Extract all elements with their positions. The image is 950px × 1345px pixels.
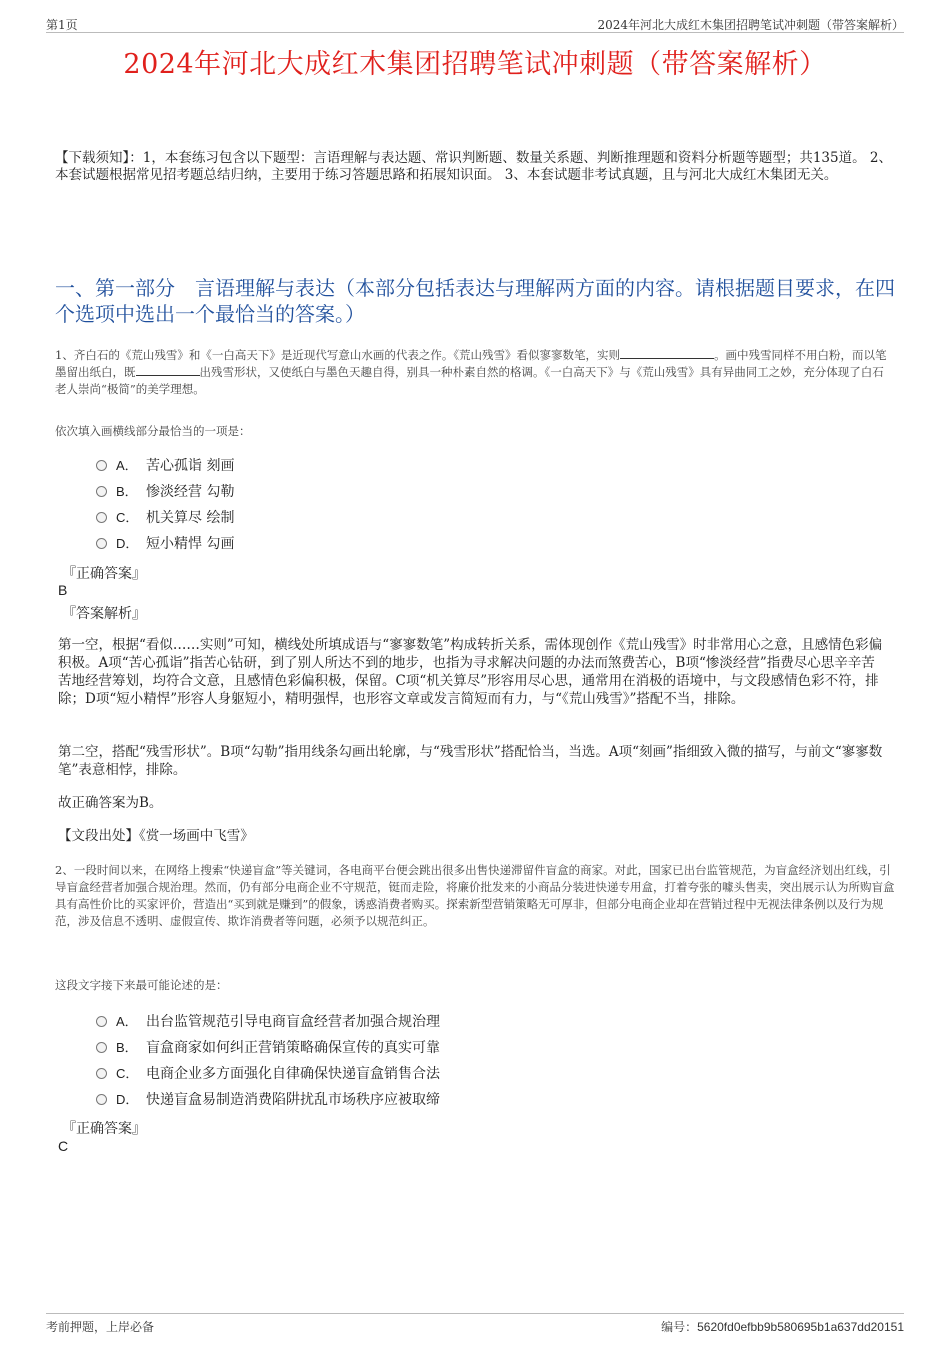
- option-letter: C．: [116, 510, 139, 525]
- question-1-options: [96, 453, 234, 557]
- option-letter: D．: [116, 536, 139, 551]
- option-text: 出台监管规范引导电商盲盒经营者加强合规治理: [146, 1014, 440, 1030]
- radio-icon[interactable]: [96, 1094, 107, 1105]
- correct-answer: B: [58, 582, 68, 598]
- option-letter: A．: [116, 1014, 138, 1029]
- radio-icon[interactable]: [96, 460, 107, 471]
- option-letter: B．: [116, 1040, 138, 1055]
- analysis-paragraph: 第二空，搭配“残雪形状”。B项“勾勒”指用线条勾画出轮廓，与“残雪形状”搭配恰当，当选。A项“刻画”指细致入微的描写，与前文“寥寥数笔”表意相悖，排除。: [58, 744, 883, 778]
- option-text: 苦心孤诣 刻画: [146, 458, 235, 474]
- question-2-prompt: 这段文字接下来最可能论述的是：: [55, 978, 228, 992]
- option-a[interactable]: [96, 1009, 440, 1035]
- question-2-options: [96, 1009, 440, 1113]
- section-heading: 一、第一部分 言语理解与表达（本部分包括表达与理解两方面的内容。请根据题目要求，在四个选项中选出一个最恰当的答案。）: [55, 276, 895, 326]
- option-letter: C．: [116, 1066, 139, 1081]
- question-2-text: 2、一段时间以来，在网络上搜索“快递盲盒”等关键词，各电商平台便会跳出很多出售快递滞留件盲盒的商家。对此，国家已出台监管规范，为盲盒经济划出红线，引导盲盒经营者加强合规治理。然而，仍有部分电商企业不守规范，铤而走险，将廉价批发来的小商品分装进快递专用盒，打着夸张的噱头售卖，突出展示认为所购盲盒具有高性价比的买家评价，营造出“买到就是赚到”的假象，诱惑消费者购买。探索新型营销策略无可厚非，但部分电商企业却在营销过程中无视法律条例以及行为规范，涉及信息不透明、虚假宣传、欺诈消费者等问题，必须予以规范纠正。: [55, 863, 895, 928]
- option-text: 短小精悍 勾画: [146, 536, 235, 552]
- code-label: 编号：: [661, 1320, 698, 1334]
- question-1-text-part: 1、齐白石的《荒山残雪》和《一白高天下》是近现代写意山水画的代表之作。《荒山残雪》看似寥寥数笔，实则: [55, 348, 621, 362]
- radio-icon[interactable]: [96, 1016, 107, 1027]
- radio-icon[interactable]: [96, 512, 107, 523]
- correct-answer-label: 『正确答案』: [62, 1121, 146, 1137]
- option-text: 机关算尽 绘制: [146, 510, 235, 526]
- page-header: [46, 16, 904, 33]
- page-number: 第1页: [46, 18, 78, 32]
- passage-source: 【文段出处】《赏一场画中飞雪》: [58, 828, 254, 844]
- question-1-prompt: 依次填入画横线部分最恰当的一项是：: [55, 424, 251, 438]
- option-text: 惨淡经营 勾勒: [146, 484, 235, 500]
- radio-icon[interactable]: [96, 1042, 107, 1053]
- radio-icon[interactable]: [96, 538, 107, 549]
- fill-blank-2: [136, 365, 200, 376]
- option-d[interactable]: [96, 1087, 440, 1113]
- fill-blank-1: [620, 348, 714, 359]
- option-b[interactable]: [96, 479, 234, 505]
- option-text: 盲盒商家如何纠正营销策略确保宣传的真实可靠: [146, 1040, 440, 1056]
- document-code: [661, 1318, 904, 1335]
- option-letter: B．: [116, 484, 138, 499]
- option-a[interactable]: [96, 453, 234, 479]
- option-text: 快递盲盒易制造消费陷阱扰乱市场秩序应被取缔: [146, 1092, 440, 1108]
- option-c[interactable]: [96, 1061, 440, 1087]
- analysis-label: 『答案解析』: [62, 606, 146, 622]
- question-1-text-part: 。画中残雪同样不用白粉，而以笔墨留出纸白，既: [55, 348, 887, 379]
- option-b[interactable]: [96, 1035, 440, 1061]
- option-letter: D．: [116, 1092, 139, 1107]
- header-doc-title: 2024年河北大成红木集团招聘笔试冲刺题（带答案解析）: [597, 18, 904, 32]
- footer-slogan: 考前押题，上岸必备: [46, 1320, 155, 1334]
- analysis-paragraph: 第一空，根据“看似……实则”可知，横线处所填成语与“寥寥数笔”构成转折关系，需体现创作《荒山残雪》时非常用心之意，且感情色彩偏积极。A项“苦心孤诣”指苦心钻研，到了别人所达不到的地步，也指为寻求解决问题的办法而煞费苦心，B项“惨淡经营”指费尽心思辛辛苦苦地经营筹划，均符合文意，且感情色彩偏积极，保留。C项“机关算尽”形容用尽心思，通常用在消极的语境中，与文段感情色彩不符，排除；D项“短小精悍”形容人身躯短小，精明强悍，也形容文章或发言简短而有力，与“《荒山残雪》”搭配不当，排除。: [58, 637, 883, 707]
- question-1-text: [55, 347, 895, 398]
- download-notice: 【下载须知】：1，本套练习包含以下题型：言语理解与表达题、常识判断题、数量关系题、判断推理题和资料分析题等题型；共135道。 2、本套试题根据常见招考题总结归纳，主要用于练习答题思路和拓展知识面。 3、本套试题非考试真题，且与河北大成红木集团无关。: [55, 150, 892, 183]
- correct-answer: C: [58, 1138, 69, 1154]
- option-text: 电商企业多方面强化自律确保快递盲盒销售合法: [146, 1066, 440, 1082]
- radio-icon[interactable]: [96, 1068, 107, 1079]
- question-1-text-part: 出残雪形状，又使纸白与墨色天趣自得，别具一种朴素自然的格调。《一白高天下》与《荒山残雪》具有异曲同工之妙，充分体现了白石老人崇尚“极简”的美学理想。: [55, 365, 884, 396]
- code-value: 5620fd0efbb9b580695b1a637dd20151: [697, 1320, 904, 1334]
- analysis-conclusion: 故正确答案为B。: [58, 795, 163, 811]
- page-footer: [46, 1313, 904, 1333]
- option-d[interactable]: [96, 531, 234, 557]
- document-title: 2024年河北大成红木集团招聘笔试冲刺题（带答案解析）: [123, 49, 827, 80]
- option-c[interactable]: [96, 505, 234, 531]
- correct-answer-label: 『正确答案』: [62, 566, 146, 582]
- option-letter: A．: [116, 458, 138, 473]
- radio-icon[interactable]: [96, 486, 107, 497]
